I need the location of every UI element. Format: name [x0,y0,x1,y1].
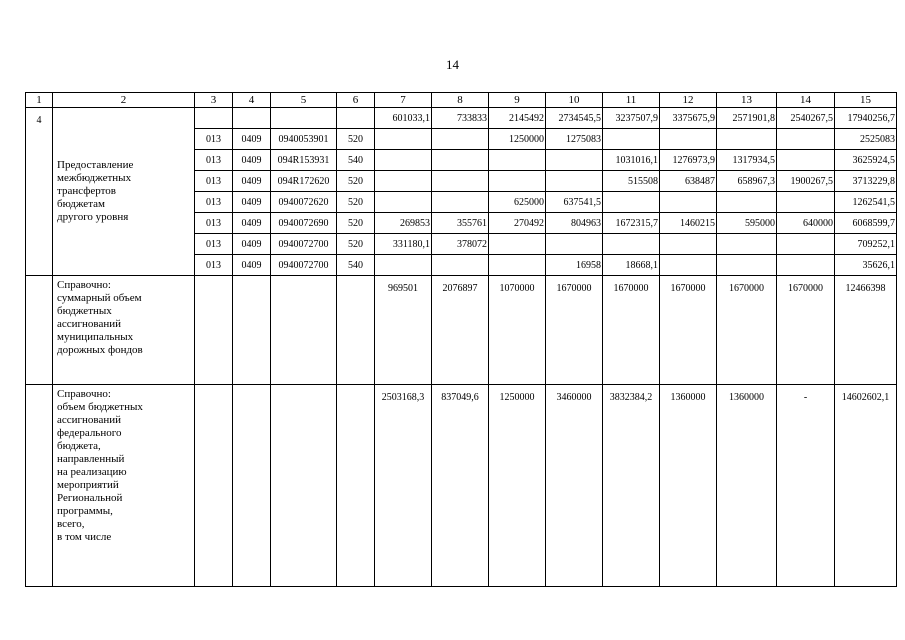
table-cell [432,255,489,276]
table-cell: 515508 [603,171,660,192]
table-cell [337,108,375,129]
table-cell: 18668,1 [603,255,660,276]
table-cell: 094R172620 [271,171,337,192]
column-header: 6 [337,93,375,108]
table-cell: 3237507,9 [603,108,660,129]
table-cell: 520 [337,234,375,255]
table-cell [233,108,271,129]
table-cell: 1262541,5 [835,192,897,213]
table-cell: 601033,1 [375,108,432,129]
table-cell: 520 [337,129,375,150]
column-header: 12 [660,93,717,108]
table-cell [660,129,717,150]
table-cell: 595000 [717,213,777,234]
table-cell: 540 [337,150,375,171]
table-cell: 520 [337,171,375,192]
table-cell: 637541,5 [546,192,603,213]
table-cell: 12466398 [835,276,897,385]
table-cell [233,276,271,385]
table-cell: 1900267,5 [777,171,835,192]
table-cell: 35626,1 [835,255,897,276]
column-header: 3 [195,93,233,108]
table-row [26,276,897,385]
table-cell: 638487 [660,171,717,192]
table-cell: 3375675,9 [660,108,717,129]
table-cell: 1031016,1 [603,150,660,171]
table-cell [195,385,233,587]
table-cell: 804963 [546,213,603,234]
table-cell: 0409 [233,234,271,255]
table-cell [777,255,835,276]
table-cell [717,255,777,276]
table-cell: 3832384,2 [603,385,660,587]
table-cell: 1672315,7 [603,213,660,234]
row-number [26,276,53,385]
table-cell: 2145492 [489,108,546,129]
table-cell: 1670000 [777,276,835,385]
table-row [26,108,897,129]
table-cell [489,234,546,255]
table-cell: 16958 [546,255,603,276]
table-cell [777,234,835,255]
table-cell: 0940072620 [271,192,337,213]
column-header: 9 [489,93,546,108]
table-cell: 0409 [233,129,271,150]
row-name-text: Справочно: объем бюджетных ассигнований федерального бюджета, направленный на реализацию мероприятий Региональной программы, всего, в том числе [57,388,143,543]
table-cell [489,150,546,171]
table-cell: 17940256,7 [835,108,897,129]
table-cell [717,234,777,255]
table-cell: 0940072690 [271,213,337,234]
table-cell: 013 [195,213,233,234]
header-row [26,93,897,108]
table-cell [432,192,489,213]
table-cell: 013 [195,255,233,276]
table-cell: 1670000 [546,276,603,385]
table-cell [717,192,777,213]
table-cell [375,129,432,150]
table-cell [375,150,432,171]
table-cell: 378072 [432,234,489,255]
table-cell: 013 [195,192,233,213]
table-cell [603,234,660,255]
table-cell: 2540267,5 [777,108,835,129]
table-cell: 969501 [375,276,432,385]
table-cell: 520 [337,192,375,213]
table-cell: 0940072700 [271,255,337,276]
table-cell [375,171,432,192]
row-name-text: Справочно: суммарный объем бюджетных ассигнований муниципальных дорожных фондов [57,279,143,356]
table-cell [603,129,660,150]
table-cell: 2571901,8 [717,108,777,129]
table-cell [489,255,546,276]
table-cell: 0940072700 [271,234,337,255]
table-cell: 1670000 [717,276,777,385]
table-cell: 709252,1 [835,234,897,255]
column-header: 1 [26,93,53,108]
table-cell: 1070000 [489,276,546,385]
table-cell: 733833 [432,108,489,129]
table-cell [432,171,489,192]
table-cell: 269853 [375,213,432,234]
table-cell: 3625924,5 [835,150,897,171]
table-cell: 14602602,1 [835,385,897,587]
table-cell [337,276,375,385]
table-cell [717,129,777,150]
table-cell: 1670000 [660,276,717,385]
row-name [53,385,195,587]
table-cell [660,255,717,276]
row-number: 4 [26,108,53,276]
table-cell [271,385,337,587]
table-cell: 625000 [489,192,546,213]
table-cell: 640000 [777,213,835,234]
table-cell: 270492 [489,213,546,234]
table-cell: 3713229,8 [835,171,897,192]
table-cell: 520 [337,213,375,234]
table-cell [546,150,603,171]
column-header: 4 [233,93,271,108]
table-cell: 2076897 [432,276,489,385]
column-header: 13 [717,93,777,108]
table-cell: 0940053901 [271,129,337,150]
table-cell: 013 [195,234,233,255]
column-header: 11 [603,93,660,108]
table-cell: 6068599,7 [835,213,897,234]
table-cell: 1250000 [489,129,546,150]
row-name [53,108,195,276]
table-cell [337,385,375,587]
table-cell [432,150,489,171]
column-header: 15 [835,93,897,108]
table-cell [660,192,717,213]
table-cell: 1670000 [603,276,660,385]
table-cell [432,129,489,150]
table-cell: 2734545,5 [546,108,603,129]
table-cell: 2525083 [835,129,897,150]
table-cell [546,171,603,192]
table-row [26,385,897,587]
table-cell: 013 [195,171,233,192]
table-cell: 0409 [233,150,271,171]
page-number: 14 [446,57,459,72]
table-cell [271,108,337,129]
table-cell [777,192,835,213]
table-cell: 1360000 [717,385,777,587]
table-cell [603,192,660,213]
table-cell: 1276973,9 [660,150,717,171]
table-cell [375,192,432,213]
table-cell [489,171,546,192]
table-cell: 0409 [233,192,271,213]
row-name-text: Предоставление межбюджетных трансфертов бюджетам другого уровня [57,159,134,223]
table-cell: 0409 [233,171,271,192]
table-cell: 3460000 [546,385,603,587]
column-header: 7 [375,93,432,108]
column-header: 8 [432,93,489,108]
table-cell: 094R153931 [271,150,337,171]
table-cell [195,108,233,129]
table-cell: 0409 [233,213,271,234]
table-cell [777,150,835,171]
column-header: 14 [777,93,835,108]
table-cell: 2503168,3 [375,385,432,587]
table-cell: 1360000 [660,385,717,587]
table-cell: 355761 [432,213,489,234]
table-cell [195,276,233,385]
table-cell: 1250000 [489,385,546,587]
table-cell: 837049,6 [432,385,489,587]
column-header: 5 [271,93,337,108]
row-name [53,276,195,385]
budget-table [25,92,897,587]
table-cell: 013 [195,129,233,150]
table-cell: - [777,385,835,587]
table-cell: 331180,1 [375,234,432,255]
table-cell: 1317934,5 [717,150,777,171]
column-header: 10 [546,93,603,108]
row-number [26,385,53,587]
table-cell [233,385,271,587]
table-cell [660,234,717,255]
table-cell: 540 [337,255,375,276]
table-cell [375,255,432,276]
table-cell [271,276,337,385]
table-cell [777,129,835,150]
column-header: 2 [53,93,195,108]
table-cell: 1275083 [546,129,603,150]
table-cell [546,234,603,255]
table-cell: 658967,3 [717,171,777,192]
table-cell: 0409 [233,255,271,276]
table-cell: 013 [195,150,233,171]
table-cell: 1460215 [660,213,717,234]
